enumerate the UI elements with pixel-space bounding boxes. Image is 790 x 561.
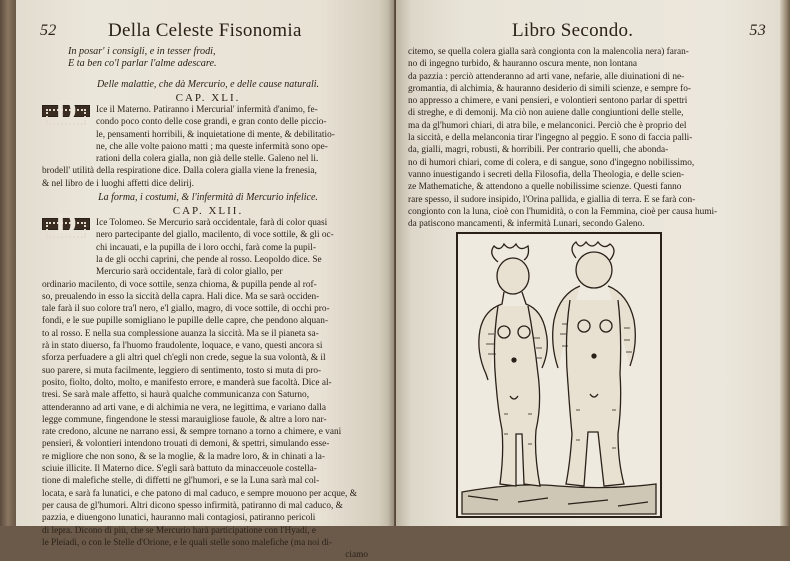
- text-line: rate credono, alcune ne narrano essi, & sempre tornano a torno a chimere, e vani: [42, 427, 342, 438]
- section-title: Delle malattie, che dà Mercurio, e delle cause naturali.: [96, 79, 320, 90]
- text-line: le, pensamenti horribili, & inquietatione di mente, & debilitatio-: [96, 129, 335, 140]
- verse-line: In posar' i consigli, e in tesser frodi,: [68, 46, 216, 57]
- text-line: ordinario macilento, di voce sottile, senza chioma, & pupilla pende al rof-: [42, 279, 317, 290]
- text-line: pensieri, & volontieri intendono trouati di demoni, & spettri, simulando esse-: [42, 439, 330, 450]
- text-line: rà in stato diuerso, fa l'huomo fraudolente, loquace, e vano, questi ancora si: [42, 341, 323, 352]
- text-line: no di ingegno turbido, & hauranno oscura mente, non lontana: [408, 59, 638, 70]
- text-line: no appresso a chimere, e vani pensieri, e volontieri sentono parlar di spettri: [408, 96, 688, 107]
- verse-line: E ta ben co'l parlar l'alme adescare.: [68, 58, 217, 69]
- text-line: Ice il Materno. Patiranno i Mercurial' infermità d'animo, fe-: [96, 105, 318, 115]
- text-line: & nel libro de i luoghi affetti dice delirij.: [42, 178, 194, 189]
- two-figures-engraving: [458, 234, 660, 516]
- page-number-left: 52: [40, 22, 57, 39]
- left-page: [16, 0, 394, 561]
- text-line: congionto con la luna, cioè con l'humidità, o con la Femmina, cioè per causa humi-: [408, 206, 718, 217]
- text-line: sforza perfuadere a gli altri quel ch'egli non crede, segue la sua volontà, & il: [42, 353, 326, 364]
- text-line: per causa de gl'humori. Altri dicono spesso infirmità, patiranno di mal caduco, &: [42, 500, 343, 511]
- left-figure: [479, 244, 547, 486]
- text-line: posito, fiolto, dolto, molto, e manifesto errore, e manderà sue facoltà. Dice al-: [42, 377, 332, 388]
- chapter-heading: CAP. XLI.: [175, 92, 241, 104]
- left-page-header: [42, 18, 374, 46]
- ornamental-initial: D: [42, 105, 90, 117]
- paragraph: [408, 46, 768, 230]
- right-page: [396, 0, 780, 526]
- text-line: da, gialli, magri, robusti, & horribili. Per contrario quelli, che abonda-: [408, 145, 669, 156]
- text-line: re migliore che non sono, & se la moglie, & la madre loro, & in chinati a la-: [42, 451, 325, 462]
- text-line: chi incauati, e la pupilla de i loro occhi, farà come la pupil-: [96, 242, 316, 253]
- ornamental-initial: D: [42, 218, 90, 230]
- text-line: nero partecipante del giallo, macilento, di voce sottile, & gli oc-: [96, 230, 334, 241]
- text-line: brodell' utilità della respiratione dice. Dalla colera gialla viene la frenesia,: [42, 166, 317, 177]
- text-line: tale farà il suo colore tra'l nero, e'l giallo, magro, di voce sottile, di occhi pro-: [42, 304, 330, 315]
- page-number-right: 53: [749, 22, 766, 39]
- text-line: legge commune, fingendone le stessi marauigliose fauole, & altre a loro nar-: [42, 414, 327, 425]
- text-line: di streghe, e di demonij. Ma ciò non auiene dalle congiuntioni delle stelle,: [408, 108, 684, 119]
- running-head-right: Libro Secondo.: [512, 20, 634, 41]
- text-line: da pazzia : perciò attenderanno ad arti vane, nefarie, alle diuinationi di ne-: [408, 71, 685, 82]
- text-line: pazzia, e diuengono lunatici, hauranno mali contagiosi, patiranno pericoli: [42, 513, 316, 524]
- text-line: rare spesso, il sudore insipido, l'Orina pallida, e giallia di terra. E se farà con-: [408, 194, 696, 205]
- text-line: locata, e sarà fa lunatici, e che patono di mal caduco, e sempre mouono per acque, &: [42, 488, 357, 499]
- text-line: da patiscono mancamenti, & infermità Lunari, secondo Galeno.: [408, 219, 645, 230]
- running-head-left: Della Celeste Fisonomia: [108, 20, 302, 41]
- text-line: so, preualendo in esso la siccità della capra. Hali dice. Ma se sarà occiden-: [42, 291, 320, 302]
- text-line: di lepra. Dicono di più, che se Mercurio harà participatione con l'Hyadi, e: [42, 525, 317, 536]
- text-line: la siccità, e della melanconia tirar l'ingegno al peggio. E sono di faccia palli-: [408, 133, 693, 144]
- text-line: la de gli occhi caprini, che pende al rosso. Leopoldo dice. Se: [96, 254, 322, 265]
- right-page-header: [408, 18, 768, 46]
- text-line: tresi. Se sarà male affetto, si haurà qualche communicanza con Saturno,: [42, 390, 310, 401]
- text-line: tione di malefiche stelle, di diffetti ne gl'humori, e se la Luna sarà mal col-: [42, 476, 320, 487]
- text-line: citemo, se quella colera gialla sarà congionta con la malencolia nera) faran-: [408, 47, 689, 57]
- text-line: gromantia, di alchimia, & hauranno desiderio di simili scienze, e sempre fo-: [408, 83, 691, 94]
- woodcut-illustration: [456, 232, 662, 518]
- text-line: condo poco conto delle cose grandi, e gran conto delle piccio-: [96, 117, 327, 128]
- right-figure: [553, 242, 636, 486]
- text-line: ne, che alle volte paiono matti ; ma queste infermità sono ope-: [96, 141, 328, 152]
- text-line: ze Mathematiche, & attendono a quelle nobilissime scienze. Questi fanno: [408, 182, 682, 193]
- text-line: ma da gl'humori chiari, di atra bile, e melanconici. Perciò che è proprio del: [408, 120, 687, 131]
- text-line: rationi della colera gialla, non già delle stelle. Galeno nel li.: [96, 154, 319, 165]
- text-line: to al rosso. E nella sua complessione auanza la siccità. Ma se il pianeta sa-: [42, 328, 319, 339]
- text-line: fondi, e le sue pupille somigliano le pupille delle capre, che pendono alquan-: [42, 316, 329, 327]
- text-line: suo parere, si muta facilmente, leggiero di sentimento, tosto si muta di pro-: [42, 365, 322, 376]
- text-line: sciuie illicite. Il Materno dice. S'egli sarà battuto da minacceuole costella-: [42, 464, 317, 475]
- chapter-heading: CAP. XLII.: [172, 205, 244, 218]
- text-line: le Pleiadi, o con le Stelle d'Orione, e le quali stelle sono malefiche (ma noi di-: [42, 537, 333, 548]
- text-line: vanno inuestigando i secreti della Filosofia, della Theologia, e delle scien-: [408, 169, 685, 180]
- catchword: ciamo: [345, 550, 368, 561]
- text-line: Mercurio sarà occidentale, farà di color giallo, per: [96, 267, 283, 278]
- page-edges: [780, 0, 790, 526]
- text-line: no di humori chiari, come di colera, e di sangue, sono d'ingegno nobilissimo,: [408, 157, 695, 168]
- text-line: attenderanno ad arti vane, e di alchimia ne vera, ne legittima, e variano dalla: [42, 402, 326, 413]
- text-line: Ice Tolomeo. Se Mercurio sarà occidentale, farà di color quasi: [96, 218, 328, 229]
- section-title: La forma, i costumi, & l'infermità di Mercurio infelice.: [98, 192, 318, 204]
